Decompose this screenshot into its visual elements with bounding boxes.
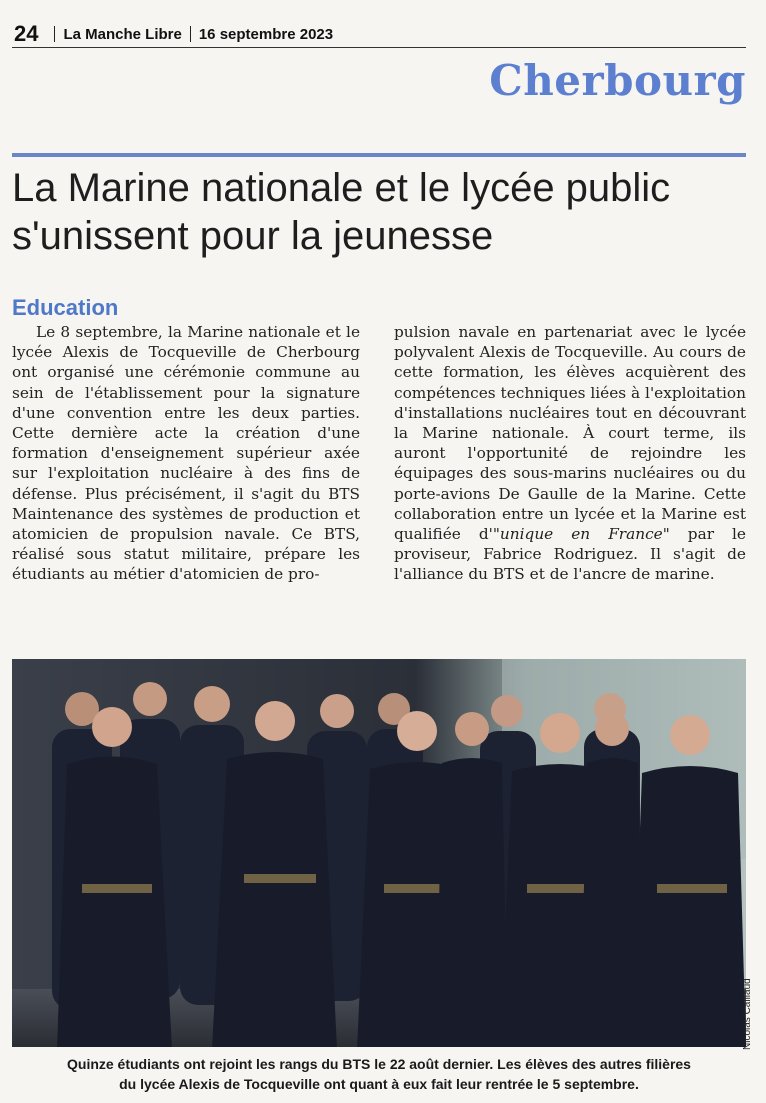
person [436, 712, 508, 1047]
column-2-text-a: pulsion navale en partenariat avec le lycée polyvalent Alexis de Tocqueville. Au cours de cette formation, les élèves acquièrent des compétences techniques liées à l'exploitation d'installations nucléaires tout en découvrant la Marine nationale. À court terme, ils auront l'opportunité de rejoindre les équipages des sous-marins nucléaires ou du porte-avions De Gaulle de la Marine. Cette collaboration entre un lycée et la Marine est qualifiée d' [394, 323, 746, 544]
column-2-text-b: par le proviseur, Fabrice Rodriguez. Il s'agit de l'alliance du BTS et de l'ancre de marine. [394, 525, 746, 584]
header-separator [190, 26, 191, 42]
column-2-quote: "unique en France" [492, 525, 670, 544]
article-column-1: Le 8 septembre, la Marine nationale et le lycée Alexis de Tocqueville de Cherbourg ont organisé une cérémonie commune au sein de l'établissement pour la signature d'une convention entre les deux parties. Cette dernière acte la création d'une formation d'enseignement supérieur axée sur l'exploitation nucléaire à des fins de défense. Plus précisément, il s'agit du BTS Maintenance des systèmes de production et atomicien de propulsion navale. Ce BTS, réalisé sous statut militaire, prépare les étudiants au métier d'atomicien de pro- [12, 323, 360, 584]
photo-credit: Nicolas Caillaud [742, 978, 753, 1050]
group-photo [12, 659, 746, 1047]
section-title: Cherbourg [489, 56, 746, 105]
page-header [14, 20, 746, 48]
header-separator [54, 26, 55, 42]
page-number: 24 [14, 21, 39, 46]
photo-caption-line-2: du lycée Alexis de Tocqueville ont quant à eux fait leur rentrée le 5 septembre. [119, 1076, 639, 1092]
publication-date: 16 septembre 2023 [198, 25, 334, 43]
group-photo-illustration [12, 659, 746, 1047]
publication-name: La Manche Libre [63, 25, 182, 43]
article-column-2 [394, 322, 746, 585]
header-rule [12, 47, 746, 48]
photo-caption-line-1: Quinze étudiants ont rejoint les rangs du BTS le 22 août dernier. Les élèves des autres filières [67, 1056, 691, 1072]
photo-caption [12, 1054, 746, 1094]
section-rule [12, 153, 746, 157]
article-headline: La Marine nationale et le lycée public s'unissent pour la jeunesse [12, 166, 671, 258]
article-kicker: Education [12, 295, 119, 320]
